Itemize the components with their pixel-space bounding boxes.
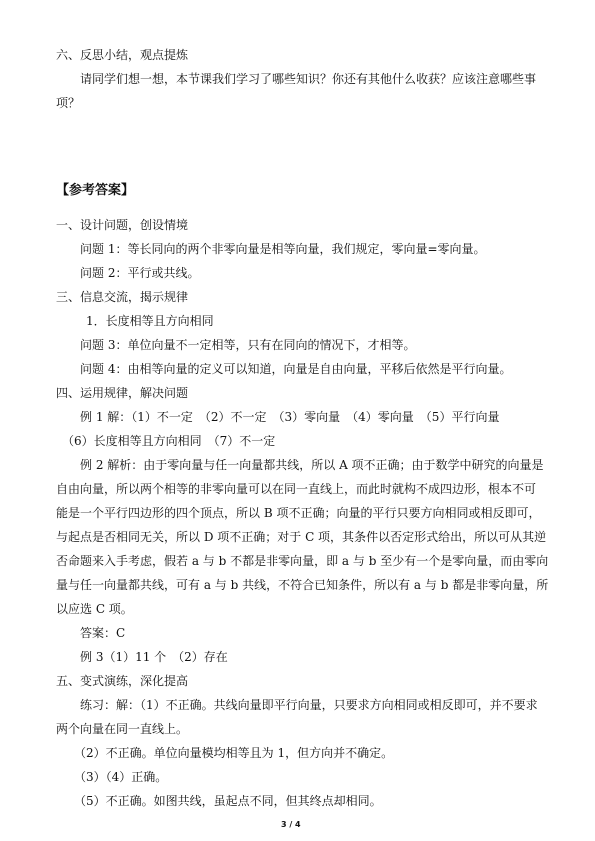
answer-line: 问题 1：等长同向的两个非零向量是相等向量，我们规定，零向量=零向量。 — [80, 242, 486, 256]
section-heading: 五、变式演练，深化提高 — [56, 674, 189, 688]
page-number: 3 / 4 — [281, 820, 301, 829]
answer-line: 能是一个平行四边形的四个顶点，所以 B 项不正确；向量的平行只要方向相同或相反即可， — [56, 506, 541, 520]
answer-line: 量与任一向量都共线，可有 a 与 b 共线，不符合已知条件，所以有 a 与 b 都是非零向量，所 — [56, 578, 549, 592]
answer-line: （2）不正确。单位向量模均相等且为 1，但方向并不确定。 — [74, 746, 394, 760]
answer-line: 1．长度相等且方向相同 — [86, 314, 214, 328]
reflection-body-line: 请同学们想一想，本节课我们学习了哪些知识？你还有其他什么收获？应该注意哪些事 — [80, 72, 537, 86]
answer-line: （3）（4）正确。 — [74, 770, 168, 784]
reflection-heading: 六、反思小结，观点提炼 — [56, 48, 189, 62]
section-heading: 三、信息交流，揭示规律 — [56, 290, 189, 304]
answer-line: 答案：C — [80, 626, 126, 640]
section-heading: 一、设计问题，创设情境 — [56, 218, 189, 232]
answer-line: 例 1 解：（1）不一定 （2）不一定 （3）零向量 （4）零向量 （5）平行向量 — [80, 410, 500, 424]
answer-line: 例 3（1）11 个 （2）存在 — [80, 650, 228, 664]
answer-line: 否命题来入手考虑，假若 a 与 b 不都是非零向量，即 a 与 b 至少有一个是零向量，而由零向 — [56, 554, 549, 568]
reflection-body-line: 项？ — [56, 96, 81, 110]
answer-line: 例 2 解析：由于零向量与任一向量都共线，所以 A 项不正确；由于数学中研究的向量是 — [80, 458, 544, 472]
answer-line: 两个向量在同一直线上。 — [56, 722, 189, 736]
answer-line: （5）不正确。如图共线，虽起点不同，但其终点却相同。 — [74, 794, 382, 808]
answer-line: 与起点是否相同无关，所以 D 项不正确；对于 C 项，其条件以否定形式给出，所以可从其逆 — [56, 530, 547, 544]
section-heading: 四、运用规律，解决问题 — [56, 386, 189, 400]
answer-line: 以应选 C 项。 — [56, 602, 133, 616]
answer-line: 问题 2：平行或共线。 — [80, 266, 200, 280]
answer-line: 自由向量，所以两个相等的非零向量可以在同一直线上，而此时就构不成四边形，根本不可 — [56, 482, 537, 496]
answer-line: 问题 3：单位向量不一定相等，只有在同向的情况下，才相等。 — [80, 338, 416, 352]
answers-title: 【参考答案】 — [56, 183, 135, 198]
answer-line: 问题 4：由相等向量的定义可以知道，向量是自由向量，平移后依然是平行向量。 — [80, 362, 512, 376]
answer-line: 练习：解：（1）不正确。共线向量即平行向量，只要求方向相同或相反即可，并不要求 — [80, 698, 538, 712]
answer-line: （6）长度相等且方向相同 （7）不一定 — [62, 434, 276, 448]
